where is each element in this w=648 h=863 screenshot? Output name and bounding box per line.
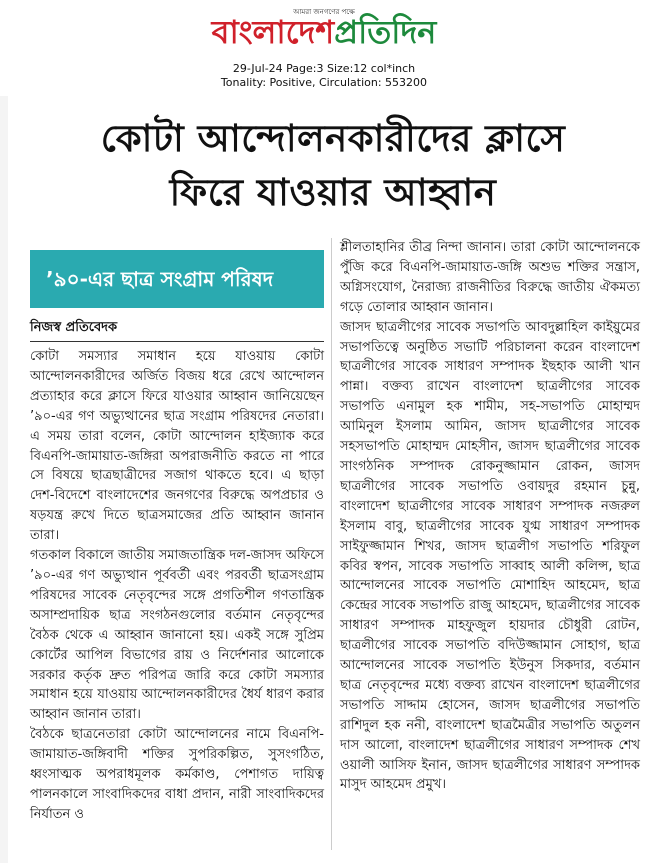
clipping-meta — [0, 62, 648, 90]
logo-part-bangladesh: বাংলাদেশ — [211, 13, 335, 51]
article-column-right — [340, 238, 640, 795]
article-column-left — [30, 347, 324, 825]
paragraph: গতকাল বিকালে জাতীয় সমাজতান্ত্রিক দল-জাসদ অফিসে ’৯০-এর গণ অভ্যুত্থান পূর্ববর্তী এবং পরবর্তী ছাত্রসংগ্রাম পরিষদের সাবেক নেতৃবৃন্দের সঙ্গে প্রগতিশীল গণতান্ত্রিক অসাম্প্রদায়িক ছাত্র সংগঠনগুলোর বর্তমান নেতৃবৃন্দের বৈঠক থেকে এ আহ্বান জানানো হয়। একই সঙ্গে সুপ্রিম কোর্টের আপিল বিভাগের রায় ও নির্দেশনার আলোকে সরকার কর্তৃক দ্রুত পরিপত্র জারি করে কোটা সমস্যার সমাধান হয়ে যাওয়ায় আন্দোলনকারীদের ধৈর্য ধারণ করার আহ্বান জানান তারা। — [30, 548, 324, 723]
byline: নিজস্ব প্রতিবেদক — [30, 320, 118, 335]
paragraph: বৈঠকে ছাত্রনেতারা কোটা আন্দোলনের নামে বিএনপি-জামায়াত-জঙ্গিবাদী শক্তির সুপরিকল্পিত, সুসংগঠিত, ধ্বংসাত্মক অপরাধমূলক কর্মকাণ্ড, পেশাগত দায়িত্ব পালনকালে সাংবাদিকদের বাধা প্রদান, নারী সাংবাদিকদের নির্যাতন ও — [30, 727, 324, 822]
clipping-edge — [0, 96, 8, 863]
newspaper-logo — [0, 12, 648, 52]
masthead-tagline: আমরা জনগণের পক্ষে — [293, 8, 355, 16]
paragraph: শ্লীলতাহানির তীব্র নিন্দা জানান। তারা কোটা আন্দোলনকে পুঁজি করে বিএনপি-জামায়াত-জঙ্গি অশুভ শক্তির সন্ত্রাস, অগ্নিসংযোগ, নৈরাজ্য রাজনীতির বিরুদ্ধে জাতীয় ঐকমত্য গড়ে তোলার আহ্বান জানান। — [340, 240, 640, 315]
paragraph: কোটা সমস্যার সমাধান হয়ে যাওয়ায় কোটা আন্দোলনকারীদের অর্জিত বিজয় ধরে রেখে আন্দোলন প্রত্যাহার করে ক্লাসে ফিরে যাওয়ার আহ্বান জানিয়েছেন ’৯০-এর গণ অভ্যুত্থানের ছাত্র সংগ্রাম পরিষদের নেতারা। এ সময় তারা বলেন, কোটা আন্দোলন হাইজ্যাক করে বিএনপি-জামায়াত-জঙ্গিরা অপরাজনীতি করতে না পারে সে বিষয়ে ছাত্রছাত্রীদের সজাগ থাকতে হবে। এ ছাড়া দেশ-বিদেশে বাংলাদেশের জনগণের বিরুদ্ধে অপপ্রচার ও ষড়যন্ত্র রুখে দিতে ছাত্রসমাজের প্রতি আহ্বান জানান তারা। — [30, 349, 324, 544]
byline-rule — [30, 341, 324, 342]
column-divider — [331, 238, 332, 850]
meta-date-page-size: 29-Jul-24 Page:3 Size:12 col*inch — [232, 62, 416, 75]
meta-tonality-circulation: Tonality: Positive, Circulation: 553200 — [220, 76, 428, 89]
paragraph: জাসদ ছাত্রলীগের সাবেক সভাপতি আবদুল্লাহিল কাইয়ুমের সভাপতিত্বে অনুষ্ঠিত সভাটি পরিচালনা করেন বাংলাদেশ ছাত্রলীগের সাবেক সাধারণ সম্পাদক ইছহাক আলী খান পান্না। বক্তব্য রাখেন বাংলাদেশ ছাত্রলীগের সাবেক সভাপতি এনামুল হক শামীম, সহ-সভাপতি মোহাম্মদ আমিনুল ইসলাম আমিন, জাসদ ছাত্রলীগের সাবেক সহসভাপতি মোহাম্মদ মোহসীন, জাসদ ছাত্রলীগের সাবেক সাংগঠনিক সম্পাদক রোকনুজ্জামান রোকন, জাসদ ছাত্রলীগের সাবেক সভাপতি ওবায়দুর রহমান চুন্নু, বাংলাদেশ ছাত্রলীগের সাবেক সাধারণ সম্পাদক নজরুল ইসলাম বাবু, ছাত্রলীগের সাবেক যুগ্ম সাধারণ সম্পাদক সাইফুজ্জামান শিখর, জাসদ ছাত্রলীগ সভাপতি শরিফুল কবির স্বপন, সাবেক সভাপতি সাব্বাহ আলী কলিন্স, ছাত্র আন্দোলনের সাবেক সভাপতি মোশাহিদ আহমেদ, ছাত্র কেন্দ্রের সাবেক সভাপতি রাজু আহমেদ, ছাত্রলীগের সাবেক সাধারণ সম্পাদক মাহফুজুল হায়দার চৌধুরী রোটন, ছাত্রলীগের সাবেক সভাপতি বদিউজ্জামান সোহাগ, ছাত্র আন্দোলনের সাবেক সভাপতি ইউনুস সিকদার, বর্তমান ছাত্র নেতৃবৃন্দের মধ্যে বক্তব্য রাখেন বাংলাদেশ ছাত্রলীগের সভাপতি সাদ্দাম হোসেন, জাসদ ছাত্রলীগের সভাপতি রাশিদুল হক ননী, বাংলাদেশ ছাত্রমৈত্রীর সভাপতি অতুলন দাস আলো, বাংলাদেশ ছাত্রলীগের সাধারণ সম্পাদক শেখ ওয়ালী আসিফ ইনান, জাসদ ছাত্রলীগের সাধারণ সম্পাদক মাসুদ আহমেদ প্রমুখ। — [340, 319, 640, 793]
headline-line-1: কোটা আন্দোলনকারীদের ক্লাসে — [100, 117, 566, 160]
logo-part-protidin: প্রতিদিন — [334, 13, 437, 51]
masthead — [0, 0, 648, 58]
headline-line-2: ফিরে যাওয়ার আহ্বান — [169, 171, 497, 214]
kicker-banner: ’৯০-এর ছাত্র সংগ্রাম পরিষদ — [30, 250, 324, 308]
headline — [28, 112, 638, 220]
